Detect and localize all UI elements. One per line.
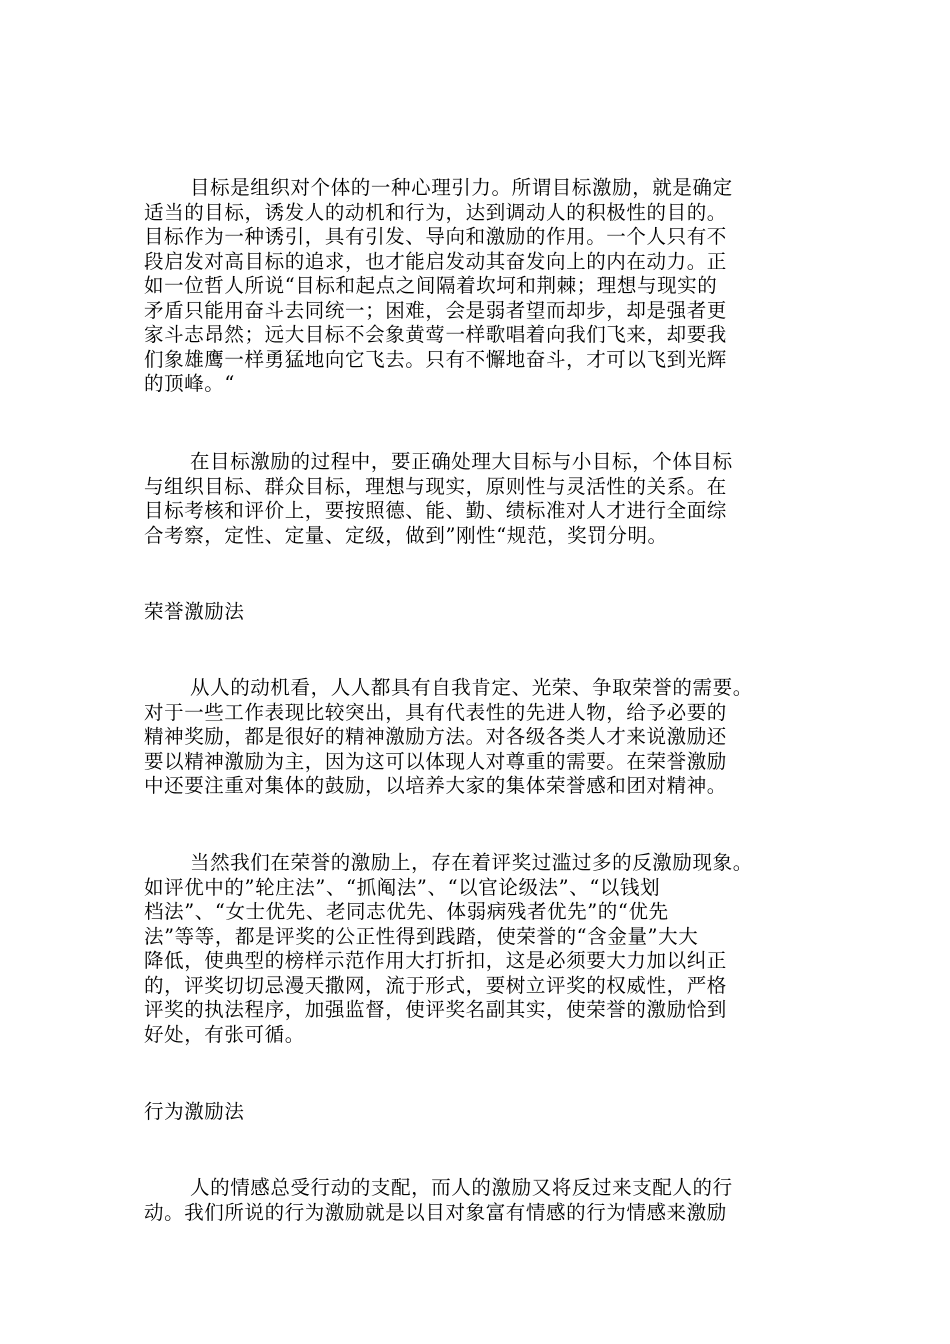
paragraph-goal-incentive	[144, 176, 814, 397]
paragraph-line: 档法”、“女士优先、老同志优先、体弱病残者优先”的“优先	[144, 900, 669, 923]
paragraph-line: 从人的动机看，人人都具有自我肯定、光荣、争取荣誉的需要。	[190, 676, 753, 699]
paragraph-line: 与组织目标、群众目标，理想与现实，原则性与灵活性的关系。在	[144, 474, 727, 498]
paragraph-line: 当然我们在荣誉的激励上，存在着评奖过滥过多的反激励现象。	[190, 851, 753, 874]
paragraph-line: 目标是组织对个体的一种心理引力。所谓目标激励，就是确定	[190, 176, 733, 199]
paragraph-honor-problems	[144, 851, 814, 1047]
paragraph-line: 在目标激励的过程中，要正确处理大目标与小目标，个体目标	[190, 450, 733, 473]
paragraph-line: 目标作为一种诱引，具有引发、导向和激励的作用。一个人只有不	[144, 225, 727, 248]
paragraph-line: 矛盾只能用奋斗去同统一；困难，会是弱者望而却步，却是强者更	[144, 298, 727, 322]
paragraph-line: 合考察，定性、定量、定级，做到”刚性“规范，奖罚分明。	[144, 523, 668, 547]
paragraph-line: 人的情感总受行动的支配，而人的激励又将反过来支配人的行	[190, 1176, 733, 1199]
paragraph-line: 降低，使典型的榜样示范作用大打折扣，这是必须要大力加以纠正	[144, 949, 727, 972]
paragraph-line: 适当的目标，诱发人的动机和行为，达到调动人的积极性的目的。	[144, 200, 727, 224]
paragraph-line: 精神奖励，都是很好的精神激励方法。对各级各类人才来说激励还	[144, 725, 727, 748]
paragraph-line: 动。我们所说的行为激励就是以目对象富有情感的行为情感来激励	[144, 1200, 727, 1224]
paragraph-line: 的，评奖切切忌漫天撒网，流于形式，要树立评奖的权威性，严格	[144, 973, 727, 997]
paragraph-honor-motive	[144, 676, 814, 799]
paragraph-line: 家斗志昂然；远大目标不会象黄莺一样歌唱着向我们飞来，却要我	[144, 323, 727, 346]
paragraph-line: 的顶峰。“	[144, 372, 235, 395]
paragraph-line: 法”等等，都是评奖的公正性得到践踏，使荣誉的“含金量”大大	[144, 924, 699, 948]
paragraph-goal-process	[144, 450, 814, 548]
paragraph-line: 对于一些工作表现比较突出，具有代表性的先进人物，给予必要的	[144, 700, 727, 724]
paragraph-line: 们象雄鹰一样勇猛地向它飞去。只有不懈地奋斗，才可以飞到光辉	[144, 347, 727, 371]
paragraph-line: 中还要注重对集体的鼓励，以培养大家的集体荣誉感和团对精神。	[144, 774, 727, 797]
paragraph-line: 如一位哲人所说“目标和起点之间隔着坎坷和荆棘；理想与现实的	[144, 274, 718, 297]
paragraph-line: 段启发对高目标的追求，也才能启发动其奋发向上的内在动力。正	[144, 249, 727, 273]
section-heading-behavior: 行为激励法	[144, 1100, 245, 1123]
paragraph-line: 目标考核和评价上，要按照德、能、勤、绩标准对人才进行全面综	[144, 499, 727, 522]
section-heading-honor: 荣誉激励法	[144, 600, 245, 623]
paragraph-line: 评奖的执法程序，加强监督，使评奖名副其实，使荣誉的激励恰到	[144, 998, 727, 1021]
paragraph-line: 好处，有张可循。	[144, 1022, 305, 1046]
paragraph-line: 要以精神激励为主，因为这可以体现人对尊重的需要。在荣誉激励	[144, 749, 727, 773]
paragraph-behavior	[144, 1176, 814, 1225]
paragraph-line: 如评优中的”轮庄法”、“抓阄法”、“以官论级法”、“以钱划	[144, 875, 661, 899]
